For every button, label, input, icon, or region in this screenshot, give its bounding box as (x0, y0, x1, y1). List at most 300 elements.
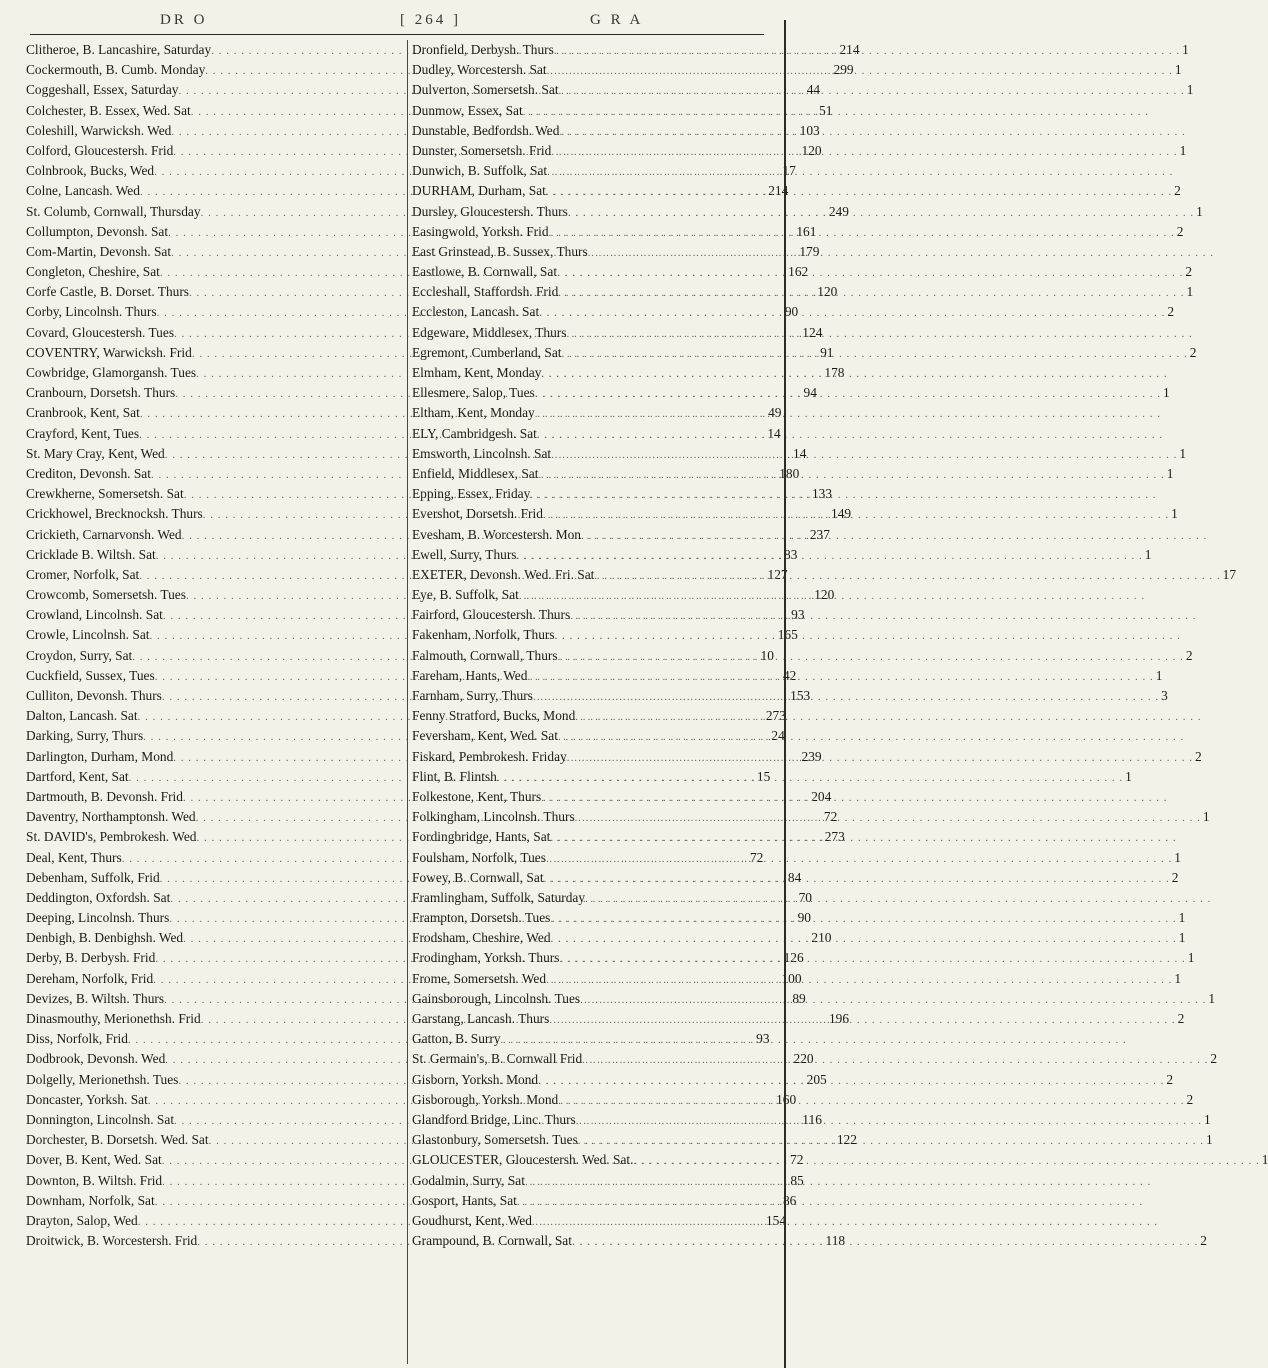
distance-value: 14 (793, 445, 807, 461)
dot-leader (575, 707, 1201, 727)
dot-leader (546, 849, 1172, 869)
distance-value: 2 (1185, 647, 1193, 663)
town-entry: Easingwold, Yorksh. Frid (412, 223, 549, 239)
distance-value: 42 (782, 667, 797, 683)
distance-value: 2 (1171, 869, 1179, 885)
list-item (412, 1191, 784, 1211)
town-entry: St. DAVID's, Pembrokesh. Wed (26, 829, 197, 845)
dot-leader (547, 162, 1173, 182)
town-entry: Eltham, Kent, Monday (412, 405, 535, 421)
distance-value: 153 (790, 688, 811, 703)
distance-value: 1 (1187, 950, 1195, 966)
dot-leader (550, 828, 1176, 848)
distance-value: 1 (1166, 465, 1174, 481)
town-entry: Derby, B. Derbysh. Frid (26, 950, 156, 966)
distance-value: 1 (1179, 142, 1187, 158)
list-item (412, 706, 784, 726)
dot-leader (555, 626, 1181, 646)
dot-leader (527, 667, 1153, 687)
town-entry: Dereham, Norfolk, Frid (26, 970, 154, 986)
distance-value: 214 (768, 183, 789, 199)
distance-value: 51 (819, 102, 833, 118)
dot-leader (567, 748, 1193, 768)
distance-value: 1 (1204, 1111, 1211, 1127)
distance-value: 94 (803, 385, 817, 401)
town-entry: Dalton, Lancash. Sat (26, 708, 138, 724)
town-entry: Falmouth, Cornwall, Thurs (412, 647, 558, 663)
dot-leader (582, 1050, 1208, 1070)
distance-value: 1 (1182, 42, 1189, 57)
distance-value: 70 (798, 889, 812, 905)
town-entry: Foulsham, Norfolk, Tues (412, 849, 546, 865)
dot-leader (517, 546, 1143, 566)
town-entry: Covard, Gloucestersh. Tues (26, 324, 175, 340)
town-entry: Corby, Lincolnsh. Thurs (26, 304, 157, 320)
town-entry: Glastonbury, Somersetsh. Tues (412, 1132, 578, 1148)
distance-value: 299 (833, 62, 854, 78)
town-entry: Deal, Kent, Thurs (26, 849, 122, 865)
list-item (412, 888, 784, 908)
town-entry: Fakenham, Norfolk, Thurs (412, 627, 555, 643)
dot-leader (559, 81, 1185, 101)
distance-value: 120 (817, 284, 838, 300)
town-entry: Collumpton, Devonsh. Sat (26, 223, 169, 239)
town-entry: St. Germain's, B. Cornwall Frid (412, 1051, 583, 1067)
dot-leader (554, 41, 1180, 61)
dot-leader (551, 929, 1177, 949)
distance-value: 2 (1176, 223, 1184, 239)
dot-leader (549, 223, 1175, 243)
dot-leader (578, 1131, 1204, 1151)
distance-value: 2 (1185, 264, 1193, 280)
town-entry: Cuckfield, Sussex, Tues (26, 667, 155, 683)
town-entry: Dodbrook, Devonsh. Wed (26, 1051, 166, 1067)
town-entry: Egremont, Cumberland, Sat (412, 344, 562, 360)
distance-value: 1 (1163, 385, 1170, 401)
distance-value: 2 (1177, 1011, 1185, 1026)
town-entry: Ellesmere, Salop, Tues (412, 385, 535, 401)
distance-value: 93 (756, 1031, 770, 1047)
town-entry: Croydon, Surry, Sat (26, 647, 133, 663)
dot-leader (576, 1111, 1202, 1131)
dot-leader (539, 303, 1165, 323)
list-item (412, 484, 784, 504)
list-item (412, 101, 784, 121)
dot-leader (551, 142, 1177, 162)
town-entry: Crewkherne, Somersetsh. Sat (26, 486, 184, 502)
list-item (412, 585, 784, 605)
town-entry: Fairford, Gloucestersh. Thurs (412, 607, 571, 623)
town-entry: Emsworth, Lincolnsh. Sat (412, 445, 552, 461)
list-item (412, 848, 1181, 868)
distance-value: 122 (836, 1132, 857, 1148)
list-item (412, 767, 1132, 787)
dot-leader (523, 102, 1149, 122)
town-entry: Cowbridge, Glamorgansh. Tues (26, 365, 197, 380)
distance-value: 120 (801, 142, 822, 158)
town-entry: Frodingham, Yorksh. Thurs (412, 950, 560, 966)
running-head-left: DR O (160, 12, 208, 28)
distance-value: 237 (809, 526, 830, 542)
dot-leader (633, 1151, 1259, 1171)
distance-value: 17 (782, 163, 796, 179)
town-entry: Gisborn, Yorksh. Mond (412, 1071, 539, 1087)
distance-value: 72 (749, 849, 764, 865)
distance-value: 24 (771, 728, 785, 744)
dot-leader (588, 243, 1214, 263)
distance-value: 10 (760, 647, 774, 663)
dot-leader (501, 1030, 1127, 1050)
town-entry: Evershot, Dorsetsh. Frid (412, 506, 543, 522)
town-entry: Dunmow, Essex, Sat (412, 102, 523, 118)
town-entry: Darking, Surry, Thurs (26, 728, 144, 744)
town-entry: Fiskard, Pembrokesh. Friday (412, 748, 567, 764)
distance-value: 72 (823, 809, 838, 825)
town-entry: Elmham, Kent, Monday (412, 365, 542, 380)
list-item (412, 181, 1181, 201)
distance-value: 84 (787, 869, 802, 885)
distance-value: 3 (1161, 688, 1168, 703)
town-entry: Colne, Lancash. Wed (26, 183, 140, 199)
list-item (412, 605, 784, 625)
dot-leader (538, 1071, 1164, 1091)
list-item (412, 525, 784, 545)
town-entry: Diss, Norfolk, Frid (26, 1031, 128, 1047)
distance-value: 160 (776, 1091, 797, 1107)
dot-leader (585, 889, 1211, 909)
town-entry: Crickieth, Carnarvonsh. Wed (26, 526, 182, 542)
town-entry: Darlington, Durham, Mond (26, 748, 174, 764)
dot-leader (541, 788, 1167, 808)
town-entry: Daventry, Northamptonsh. Wed (26, 809, 196, 825)
distance-value: 162 (788, 264, 809, 280)
town-entry: Coggeshall, Essex, Saturday (26, 82, 179, 98)
dot-leader (570, 606, 1196, 626)
dot-leader (525, 1172, 1151, 1192)
town-entry: Dunster, Somersetsh. Frid (412, 142, 552, 158)
town-entry: Eccleshall, Staffordsh. Frid (412, 284, 559, 300)
dot-leader (558, 727, 1184, 747)
town-entry: Ewell, Surry, Thurs (412, 546, 517, 562)
distance-value: 90 (784, 304, 799, 320)
dot-leader (581, 526, 1207, 546)
list-item (412, 424, 784, 444)
dot-leader (533, 687, 1159, 707)
distance-value: 1 (1155, 667, 1163, 683)
dot-leader (544, 869, 1170, 889)
town-entry: Corfe Castle, B. Dorset. Thurs (26, 284, 190, 300)
town-entry: Epping, Essex, Friday (412, 486, 531, 502)
town-entry: Godalmin, Surry, Sat (412, 1172, 525, 1188)
town-entry: Enfield, Middlesex, Sat (412, 465, 539, 481)
dot-leader (559, 122, 1185, 142)
town-entry: Downham, Norfolk, Sat (26, 1192, 155, 1208)
distance-value: 1 (1206, 1132, 1213, 1148)
dot-leader (532, 1212, 1158, 1232)
list-item (412, 242, 784, 262)
town-entry: Fordingbridge, Hants, Sat (412, 829, 551, 845)
town-entry: Fenny Stratford, Bucks, Mond (412, 708, 576, 724)
running-head-right: G R A (590, 12, 644, 28)
dot-leader (558, 1091, 1184, 1111)
town-entry: Com-Martin, Devonsh. Sat (26, 243, 172, 259)
dot-leader (550, 909, 1176, 929)
town-entry: Crediton, Devonsh. Sat (26, 465, 151, 481)
distance-value: 116 (802, 1111, 822, 1127)
town-entry: DURHAM, Durham, Sat (412, 183, 546, 199)
list-item (412, 403, 784, 423)
town-entry: Frome, Somersetsh. Wed (412, 970, 547, 986)
dot-leader (519, 586, 1145, 606)
town-entry: Garstang, Lancash. Thurs (412, 1011, 550, 1026)
distance-value: 1 (1174, 62, 1182, 78)
distance-value: 15 (756, 768, 771, 784)
distance-value: 1 (1174, 970, 1182, 986)
town-entry: Dolgelly, Merionethsh. Tues (26, 1071, 179, 1087)
distance-value: 2 (1194, 748, 1202, 764)
distance-value: 103 (799, 122, 820, 138)
distance-value: 2 (1210, 1051, 1218, 1067)
distance-value: 273 (765, 708, 786, 724)
dot-leader (559, 949, 1185, 969)
dot-leader (580, 990, 1206, 1010)
town-entry: Donnington, Lincolnsh. Sat (26, 1111, 175, 1127)
town-entry: Colnbrook, Bucks, Wed (26, 163, 155, 179)
distance-value: 220 (793, 1051, 814, 1067)
town-entry: Deddington, Oxfordsh. Sat (26, 889, 171, 905)
list-item (412, 121, 784, 141)
town-entry: Colford, Gloucestersh. Frid (26, 142, 174, 158)
town-entry: Flint, B. Flintsh (412, 768, 497, 784)
town-entry: Crowcomb, Somersetsh. Tues (26, 587, 186, 603)
dot-leader (557, 263, 1183, 283)
list-item (412, 323, 784, 343)
list-item (412, 726, 784, 746)
distance-value: 273 (824, 829, 845, 845)
town-entry: Devizes, B. Wiltsh. Thurs (26, 990, 165, 1006)
town-entry: Fareham, Hants, Wed (412, 667, 528, 683)
list-item (412, 625, 784, 645)
list-item (412, 161, 784, 181)
column-divider (407, 40, 408, 1364)
town-entry: Framlingham, Suffolk, Saturday (412, 889, 586, 905)
dot-leader (541, 364, 1167, 384)
dot-leader (537, 425, 1163, 445)
distance-value: 2 (1186, 1091, 1194, 1107)
town-entry: Frampton, Dorsetsh. Tues (412, 910, 551, 926)
list-item (412, 646, 1193, 666)
town-entry: Cockermouth, B. Cumb. Monday (26, 62, 206, 78)
town-entry: Dulverton, Somersetsh. Sat (412, 82, 559, 98)
town-entry: Coleshill, Warwicksh. Wed (26, 122, 172, 138)
distance-value: 1 (1186, 284, 1194, 300)
distance-value: 126 (783, 950, 804, 966)
town-entry: Fowey, B. Cornwall, Sat (412, 869, 544, 885)
distance-value: 17 (1222, 566, 1237, 582)
list-item (412, 1029, 784, 1049)
town-entry: Culliton, Devonsh. Thurs (26, 688, 162, 703)
distance-value: 124 (802, 324, 823, 340)
list-item (412, 787, 784, 807)
town-entry: Dunwich, B. Suffolk, Sat (412, 163, 548, 179)
town-entry: Dartford, Kent, Sat (26, 768, 129, 784)
town-entry: Dursley, Gloucestersh. Thurs (412, 203, 568, 219)
dot-leader (558, 283, 1184, 303)
town-entry: St. Mary Cray, Kent, Wed (26, 445, 165, 461)
dot-leader (535, 404, 1161, 424)
dot-leader (562, 344, 1188, 364)
running-head (30, 12, 760, 32)
dot-leader (594, 566, 1220, 586)
dot-leader (572, 1232, 1198, 1252)
distance-value: 165 (777, 627, 798, 643)
distance-value: 1 (1202, 809, 1210, 825)
distance-value: 1 (1144, 546, 1152, 562)
dot-leader (547, 61, 1173, 81)
header-rule (30, 34, 764, 35)
distance-value: 196 (828, 1011, 850, 1026)
town-entry: Crowland, Lincolnsh. Sat (26, 607, 163, 623)
page-number: [ 264 ] (400, 12, 461, 28)
dot-leader (497, 768, 1123, 788)
distance-value: 1 (1196, 203, 1203, 219)
distance-value: 249 (828, 203, 849, 219)
town-entry: Edgeware, Middlesex, Thurs (412, 324, 567, 340)
town-entry: Gisborough, Yorksh. Mond (412, 1091, 559, 1107)
distance-value: 1 (1178, 930, 1186, 946)
dot-leader (549, 1010, 1175, 1030)
town-entry: Cranbourn, Dorsetsh. Thurs (26, 385, 176, 401)
town-entry: Dinasmouthy, Merionethsh. Frid (26, 1011, 201, 1026)
town-entry: Gosport, Hants, Sat (412, 1192, 517, 1208)
distance-value: 180 (779, 465, 800, 481)
town-entry: Glandford Bridge, Linc. Thurs (412, 1111, 576, 1127)
distance-value: 83 (784, 546, 798, 562)
distance-value: 1 (1171, 506, 1178, 522)
dot-leader (575, 808, 1201, 828)
town-entry: Dartmouth, B. Devonsh. Frid (26, 788, 183, 804)
town-entry: Gatton, B. Surry (412, 1031, 501, 1047)
distance-value: 44 (806, 82, 821, 98)
distance-value: 178 (824, 365, 845, 380)
town-entry: Debenham, Suffolk, Frid (26, 869, 160, 885)
town-entry: Frodsham, Cheshire, Wed (412, 930, 551, 946)
town-entry: Goudhurst, Kent, Wed (412, 1212, 532, 1228)
list-item (412, 827, 784, 847)
distance-value: 72 (790, 1152, 804, 1168)
distance-value: 14 (767, 425, 781, 441)
distance-value: 133 (811, 486, 833, 502)
town-entry: Eccleston, Lancash. Sat (412, 304, 540, 320)
dot-leader (558, 647, 1184, 667)
town-entry: Dover, B. Kent, Wed. Sat (26, 1152, 162, 1168)
town-entry: Dunstable, Bedfordsh. Wed (412, 122, 560, 138)
dot-leader (546, 182, 1172, 202)
town-entry: Denbigh, B. Denbighsh. Wed (26, 930, 184, 946)
town-entry: Congleton, Cheshire, Sat (26, 264, 160, 280)
distance-value: 93 (791, 607, 805, 623)
town-entry: Cromer, Norfolk, Sat (26, 566, 140, 582)
town-entry: GLOUCESTER, Gloucestersh. Wed. Sat. (412, 1152, 634, 1168)
distance-value: 86 (782, 1192, 797, 1208)
town-entry: Feversham, Kent, Wed. Sat (412, 728, 558, 744)
distance-value: 2 (1167, 304, 1175, 320)
distance-value: 1 (1125, 768, 1132, 784)
town-entry: Doncaster, Yorksh. Sat (26, 1091, 148, 1107)
town-entry: Drayton, Salop, Wed (26, 1212, 138, 1228)
distance-value: 1 (1261, 1152, 1268, 1168)
distance-value: 90 (797, 910, 811, 926)
town-entry: Grampound, B. Cornwall, Sat (412, 1233, 572, 1249)
distance-value: 49 (768, 405, 782, 421)
distance-value: 205 (806, 1071, 827, 1087)
distance-value: 100 (781, 970, 802, 986)
dot-leader (568, 203, 1194, 223)
town-entry: Eye, B. Suffolk, Sat (412, 587, 519, 603)
distance-value: 118 (825, 1233, 846, 1249)
distance-value: 239 (801, 748, 822, 764)
town-entry: Evesham, B. Worcestersh. Mon (412, 526, 582, 542)
town-entry: Clitheroe, B. Lancashire, Saturday (26, 42, 212, 57)
distance-value: 2 (1174, 183, 1181, 199)
distance-value: 1 (1178, 910, 1186, 926)
town-entry: Folkingham, Lincolnsh. Thurs (412, 809, 575, 825)
dot-leader (546, 970, 1172, 990)
town-entry: Downton, B. Wiltsh. Frid (26, 1172, 163, 1188)
list-item (412, 565, 1237, 585)
distance-value: 204 (811, 788, 832, 804)
distance-value: 214 (839, 42, 860, 57)
gazetteer-columns (26, 40, 1268, 1364)
dot-leader (551, 445, 1177, 465)
town-entry: Cricklade B. Wiltsh. Sat (26, 546, 156, 562)
distance-value: 1 (1174, 849, 1181, 865)
town-entry: ELY, Cambridgesh. Sat (412, 425, 537, 441)
distance-value: 2 (1189, 344, 1197, 360)
list-item (412, 1171, 784, 1191)
town-entry: Crayford, Kent, Tues (26, 425, 140, 441)
page-edge-line (784, 20, 786, 1368)
town-entry: Droitwick, B. Worcestersh. Frid (26, 1233, 198, 1249)
list-item (412, 363, 784, 383)
distance-value: 149 (831, 506, 852, 522)
distance-value: 85 (790, 1172, 804, 1188)
town-entry: COVENTRY, Warwicksh. Frid (26, 344, 192, 360)
town-entry: Colchester, B. Essex, Wed. Sat (26, 102, 191, 118)
town-entry: Farnham, Surry, Thurs (412, 688, 533, 703)
distance-value: 210 (811, 930, 832, 946)
town-entry: Dronfield, Derbysh. Thurs (412, 42, 554, 57)
distance-value: 2 (1200, 1233, 1207, 1249)
town-entry: Crowle, Lincolnsh. Sat (26, 627, 150, 643)
dot-leader (566, 324, 1192, 344)
town-entry: Dorchester, B. Dorsetsh. Wed. Sat (26, 1132, 209, 1148)
distance-value: 1 (1208, 990, 1216, 1006)
distance-value: 127 (767, 566, 788, 582)
dot-leader (517, 1192, 1143, 1212)
town-entry: Crickhowel, Brecknocksh. Thurs (26, 506, 203, 522)
distance-value: 161 (796, 223, 817, 239)
distance-value: 91 (820, 344, 834, 360)
dot-leader (535, 384, 1161, 404)
distance-value: 154 (765, 1212, 787, 1228)
list-item (412, 1211, 787, 1231)
distance-value: 120 (814, 587, 835, 603)
distance-value: 1 (1186, 82, 1194, 98)
town-entry: East Grinstead, B. Sussex, Thurs (412, 243, 588, 259)
distance-value: 179 (799, 243, 820, 259)
distance-value: 1 (1179, 445, 1187, 461)
